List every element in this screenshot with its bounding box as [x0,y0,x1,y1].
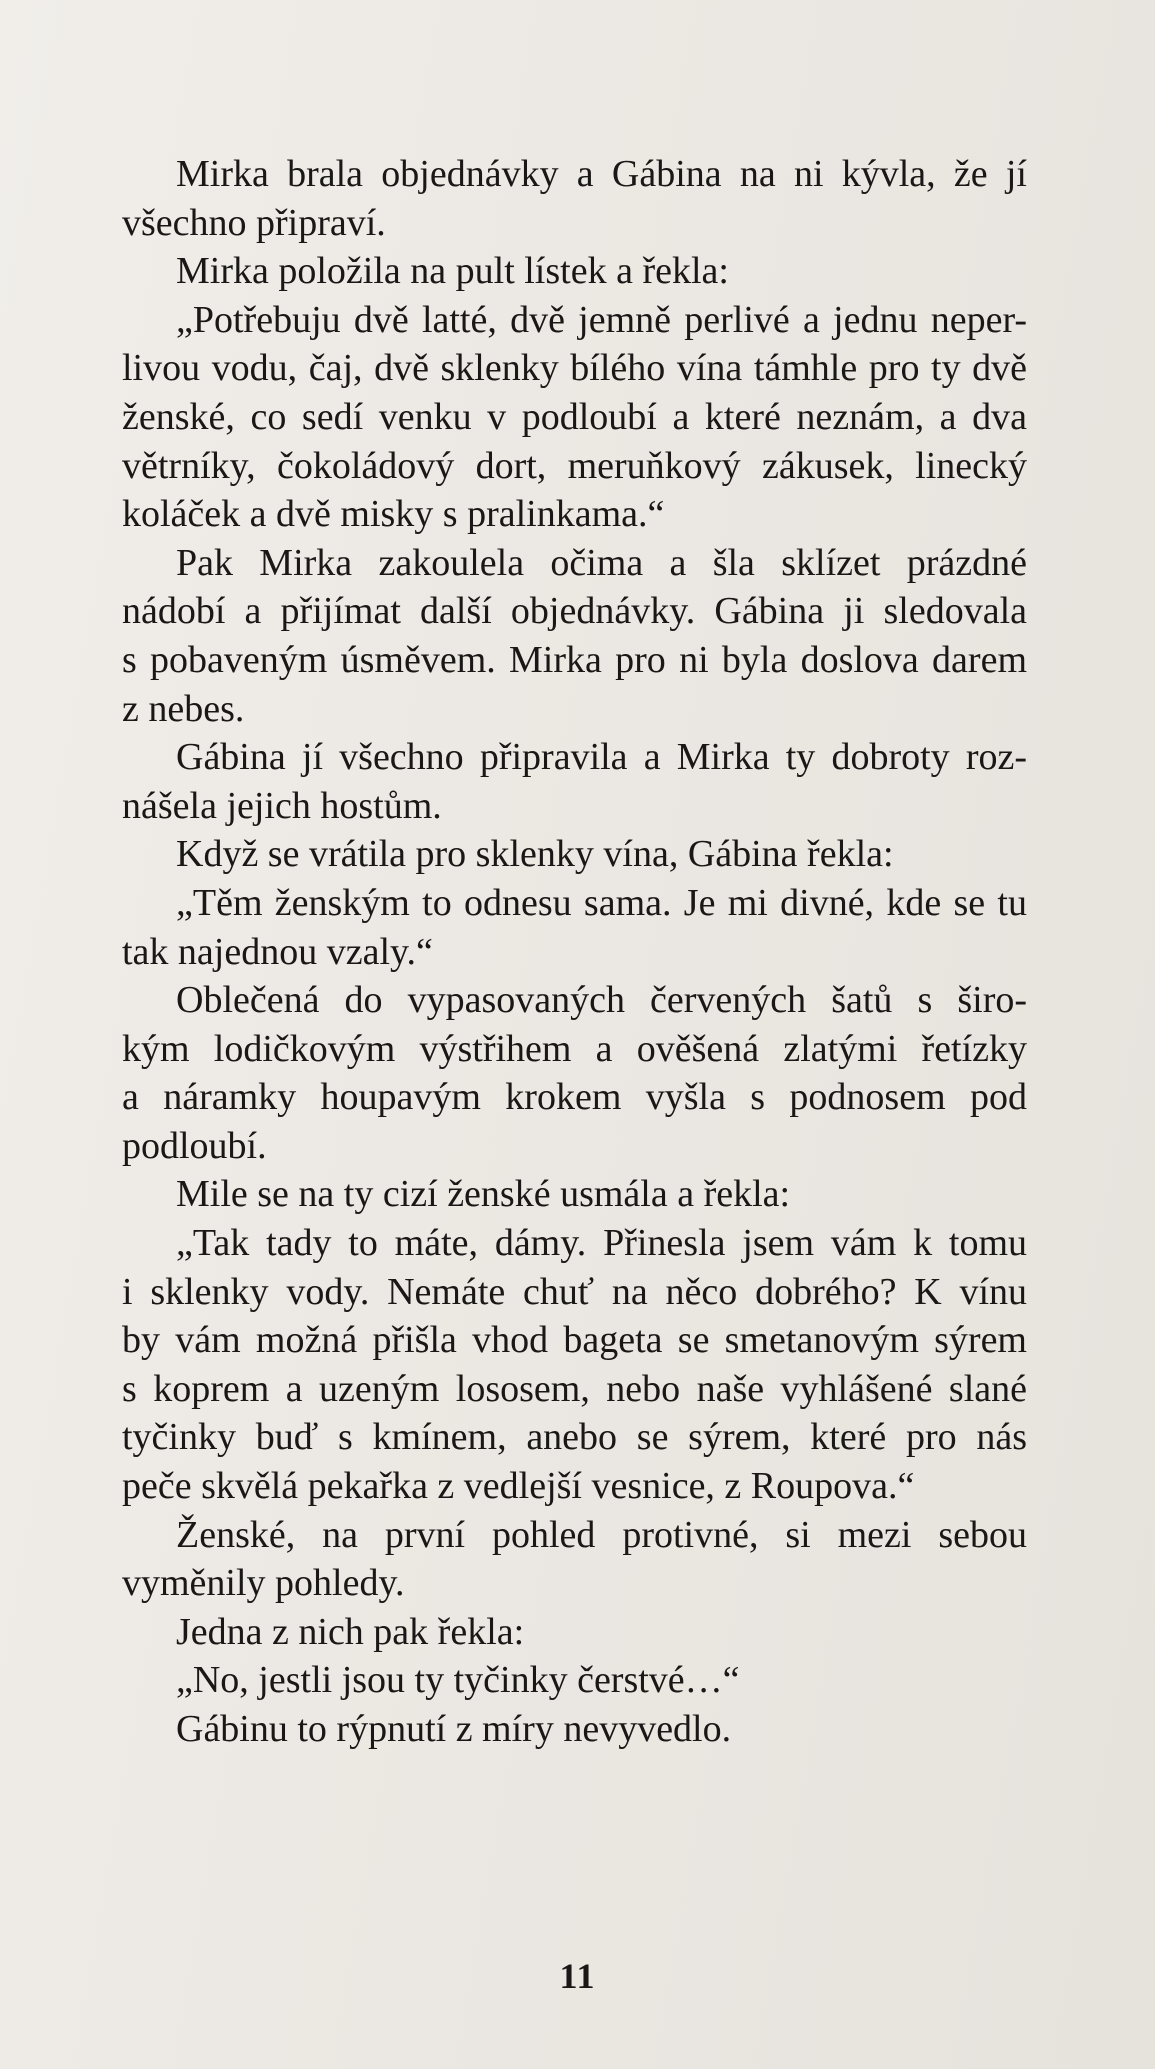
text-line: Oblečená do vypasovaných červených šatů s širo- [176,979,1027,1022]
text-line: větrníky, čokoládový dort, meruňkový zákusek, linecký [122,444,1027,487]
book-page-body [122,150,1027,1754]
text-line: kým lodičkovým výstřihem a ověšená zlatými řetízky [122,1027,1027,1070]
text-line: Ženské, na první pohled protivné, si mezi sebou [176,1513,1027,1556]
text-line: ženské, co sedí venku v podloubí a které neznám, a dva [122,395,1027,438]
text-line: Mirka brala objednávky a Gábina na ni kývla, že jí [176,153,1027,195]
text-line: i sklenky vody. Nemáte chuť na něco dobrého? K vínu [122,1270,1027,1313]
text-line: „Potřebuju dvě latté, dvě jemně perlivé a jednu neper- [176,298,1027,341]
text-line: Mirka položila na pult lístek a řekla: [176,250,729,293]
text-line: Pak Mirka zakoulela očima a šla sklízet prázdné [176,541,1027,584]
text-line: nádobí a přijímat další objednávky. Gábina ji sledovala [122,590,1027,633]
text-line: „No, jestli jsou ty tyčinky čerstvé…“ [176,1659,740,1702]
text-line: nášela jejich hostům. [122,784,442,827]
text-line: a náramky houpavým krokem vyšla s podnosem pod [122,1076,1027,1119]
text-line: Když se vrátila pro sklenky vína, Gábina řekla: [176,833,894,876]
text-line: Mile se na ty cizí ženské usmála a řekla: [176,1173,791,1216]
text-line: koláček a dvě misky s pralinkama.“ [122,493,665,536]
text-line: Jedna z nich pak řekla: [176,1610,525,1653]
text-line: podloubí. [122,1124,267,1167]
text-line: peče skvělá pekařka z vedlejší vesnice, z Roupova.“ [122,1465,915,1508]
text-line: tak najednou vzaly.“ [122,930,433,973]
page-number: 11 [559,1956,596,1996]
text-line: všechno připraví. [122,201,386,244]
text-line: by vám možná přišla vhod bageta se smetanovým sýrem [122,1319,1027,1362]
text-line: „Těm ženským to odnesu sama. Je mi divné, kde se tu [176,881,1027,924]
text-line: s pobaveným úsměvem. Mirka pro ni byla doslova darem [122,638,1027,681]
text-line: z nebes. [122,687,245,730]
text-line: „Tak tady to máte, dámy. Přinesla jsem vám k tomu [176,1222,1027,1265]
text-line: Gábinu to rýpnutí z míry nevyvedlo. [176,1708,732,1750]
text-line: s koprem a uzeným lososem, nebo naše vyhlášené slané [122,1367,1027,1410]
text-line: vyměnily pohledy. [122,1562,405,1605]
text-line: livou vodu, čaj, dvě sklenky bílého vína támhle pro ty dvě [122,347,1027,390]
text-line: Gábina jí všechno připravila a Mirka ty dobroty roz- [176,736,1027,779]
text-line: tyčinky buď s kmínem, anebo se sýrem, které pro nás [122,1416,1027,1459]
